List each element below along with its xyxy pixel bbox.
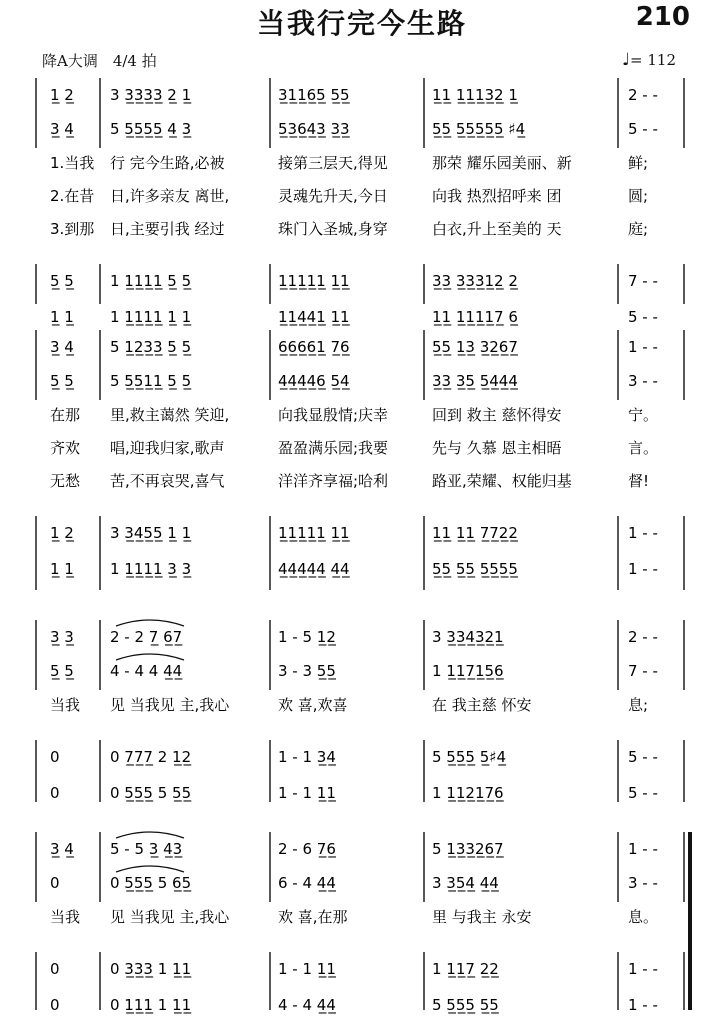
note-group: 4 - 4 4̲4̲ <box>278 996 336 1014</box>
note-group: 4 - 4 4 4̲4̲ <box>110 662 183 680</box>
lyric-segment: 里,救主蔼然 笑迎, <box>110 406 230 424</box>
hymn-number: 210 <box>635 2 690 32</box>
note-group: 3̲ 4̲ <box>50 120 74 138</box>
note-group: 0 7̲7̲7̲ 2 1̲2̲ <box>110 748 192 766</box>
note-group: 1 1̲1̲7̲ 2̲2̲ <box>432 960 499 978</box>
note-group: 1 - 1 3̲4̲ <box>278 748 336 766</box>
lyric-segment: 那荣 耀乐园美丽、新 <box>432 154 572 172</box>
note-group: 4̲4̲4̲4̲6̲ 5̲4̲ <box>278 372 350 390</box>
note-group: 0 3̲3̲3̲ 1 1̲1̲ <box>110 960 192 978</box>
note-group: 3̲1̲1̲6̲5̲ 5̲5̲ <box>278 86 350 104</box>
lyric-segment: 2.在昔 <box>50 187 95 205</box>
note-group: 1̲1̲ 1̲1̲1̲3̲2̲ 1̲ <box>432 86 518 104</box>
note-group: 1 1̲1̲1̲1̲ 3̲ 3̲ <box>110 560 192 578</box>
lyric-segment: 欢 喜,在那 <box>278 908 348 926</box>
lyric-segment: 回到 救主 慈怀得安 <box>432 406 562 424</box>
note-group: 1̲1̲ 1̲1̲1̲1̲7̲ 6̲ <box>432 308 518 326</box>
lyric-segment: 唱,迎我归家,歌声 <box>110 439 225 457</box>
lyric-segment: 珠门入圣城,身穿 <box>278 220 388 238</box>
key-time-signature: 降A大调 4/4 拍 <box>42 52 157 70</box>
lyric-segment: 圆; <box>628 187 649 205</box>
lyric-segment: 当我 <box>50 908 81 926</box>
note-group: 5̲3̲6̲4̲3̲ 3̲3̲ <box>278 120 350 138</box>
note-group: 1 - 5 1̲2̲ <box>278 628 336 646</box>
lyric-segment: 见 当我见 主,我心 <box>110 696 230 714</box>
note-group: 1 - - <box>628 560 658 578</box>
note-group: 6 - 4 4̲4̲ <box>278 874 336 892</box>
note-group: 3̲ 4̲ <box>50 338 74 356</box>
lyric-segment: 洋洋齐享福;哈利 <box>278 472 389 490</box>
lyric-segment: 先与 久慕 恩主相晤 <box>432 439 562 457</box>
tie-arc <box>116 832 184 838</box>
note-group: 5 5̲5̲5̲ 5̲♯4̲ <box>432 748 507 766</box>
note-group: 5 5̲5̲5̲5̲ 4̲ 3̲ <box>110 120 192 138</box>
note-group: 1̲1̲1̲1̲1̲ 1̲1̲ <box>278 524 350 542</box>
note-group: 5 5̲5̲1̲1̲ 5̲ 5̲ <box>110 372 192 390</box>
note-group: 5 5̲5̲5̲ 5̲5̲ <box>432 996 499 1014</box>
note-group: 3̲3̲ 3̲3̲3̲1̲2̲ 2̲ <box>432 272 518 290</box>
note-group: 1̲1̲ 1̲1̲ 7̲7̲2̲2̲ <box>432 524 518 542</box>
note-group: 5 - 5 3̲ 4̲3̲ <box>110 840 183 858</box>
lyric-segment: 向我显殷情;庆幸 <box>278 406 389 424</box>
note-group: 1̲ 1̲ <box>50 560 74 578</box>
lyric-segment: 庭; <box>628 220 649 238</box>
tempo-value: = 112 <box>630 51 676 69</box>
note-group: 1̲ 2̲ <box>50 86 74 104</box>
note-group: 2 - 6 7̲6̲ <box>278 840 336 858</box>
lyric-segment: 里 与我主 永安 <box>432 908 532 926</box>
note-group: 1̲ 2̲ <box>50 524 74 542</box>
lyric-segment: 息。 <box>628 908 659 926</box>
lyric-segment: 日,主要引我 经过 <box>110 220 225 238</box>
note-group: 0 <box>50 996 60 1014</box>
note-group: 1 - - <box>628 996 658 1014</box>
note-group: 6̲6̲6̲6̲1̲ 7̲6̲ <box>278 338 350 356</box>
tie-arc <box>116 654 184 660</box>
note-group: 3̲ 4̲ <box>50 840 74 858</box>
lyric-segment: 路亚,荣耀、权能归基 <box>432 472 572 490</box>
note-group: 5̲5̲ 1̲3̲ 3̲2̲6̲7̲ <box>432 338 518 356</box>
note-group: 7 - - <box>628 662 658 680</box>
note-group: 0 5̲5̲5̲ 5 5̲5̲ <box>110 784 192 802</box>
note-group: 5 - - <box>628 748 658 766</box>
lyric-segment: 苦,不再哀哭,喜气 <box>110 472 225 490</box>
lyric-segment: 白衣,升上至美的 天 <box>432 220 562 238</box>
note-group: 5 1̲3̲3̲2̲6̲7̲ <box>432 840 504 858</box>
note-group: 2 - - <box>628 628 658 646</box>
note-group: 2 - - <box>628 86 658 104</box>
note-group: 1 - - <box>628 960 658 978</box>
lyric-segment: 灵魂先升天,今日 <box>278 187 388 205</box>
note-group: 7 - - <box>628 272 658 290</box>
lyric-segment: 行 完今生路,必被 <box>110 154 225 172</box>
note-group: 0 <box>50 960 60 978</box>
note-group: 3 - - <box>628 372 658 390</box>
note-group: 3 3̲3̲3̲3̲ 2̲ 1̲ <box>110 86 192 104</box>
note-group: 1̲1̲4̲4̲1̲ 1̲1̲ <box>278 308 350 326</box>
note-group: 1 - - <box>628 338 658 356</box>
lyric-segment: 息; <box>628 696 649 714</box>
note-group: 1̲1̲1̲1̲1̲ 1̲1̲ <box>278 272 350 290</box>
lyric-segment: 1.当我 <box>50 154 95 172</box>
note-group: 5̲5̲ 5̲5̲ 5̲5̲5̲5̲ <box>432 560 518 578</box>
lyric-segment: 无愁 <box>50 472 81 490</box>
lyric-segment: 鲜; <box>628 154 649 172</box>
note-group: 1 1̲1̲7̲1̲5̲6̲ <box>432 662 504 680</box>
note-group: 3 3̲4̲5̲5̲ 1̲ 1̲ <box>110 524 192 542</box>
note-group: 2 - 2 7̲ 6̲7̲ <box>110 628 183 646</box>
lyric-segment: 盈盈满乐园;我要 <box>278 439 389 457</box>
note-group: 5 - - <box>628 308 658 326</box>
note-group: 0 <box>50 748 60 766</box>
note-group: 1 - 1 1̲1̲ <box>278 784 336 802</box>
note-group: 5 1̲2̲3̲3̲ 5̲ 5̲ <box>110 338 192 356</box>
note-group: 0 <box>50 874 60 892</box>
note-group: 5̲ 5̲ <box>50 272 74 290</box>
lyric-segment: 宁。 <box>628 406 659 424</box>
tie-arc <box>116 620 184 626</box>
note-group: 1 - 1 1̲1̲ <box>278 960 336 978</box>
lyric-segment: 欢 喜,欢喜 <box>278 696 348 714</box>
note-group: 1 1̲1̲1̲1̲ 5̲ 5̲ <box>110 272 192 290</box>
note-group: 3 3̲3̲4̲3̲2̲1̲ <box>432 628 504 646</box>
note-group: 1 1̲1̲2̲1̲7̲6̲ <box>432 784 504 802</box>
note-group: 1 - - <box>628 840 658 858</box>
quarter-note-icon: ♩ <box>622 50 631 70</box>
lyric-segment: 3.到那 <box>50 220 95 238</box>
lyric-segment: 向我 热烈招呼来 团 <box>432 187 562 205</box>
note-group: 1 - - <box>628 524 658 542</box>
lyric-segment: 齐欢 <box>50 439 81 457</box>
note-group: 0 1̲1̲1̲ 1 1̲1̲ <box>110 996 192 1014</box>
note-group: 5 - - <box>628 784 658 802</box>
lyric-segment: 日,许多亲友 离世, <box>110 187 230 205</box>
note-group: 5̲ 5̲ <box>50 662 74 680</box>
lyric-segment: 在那 <box>50 406 81 424</box>
lyric-segment: 当我 <box>50 696 81 714</box>
lyric-segment: 见 当我见 主,我心 <box>110 908 230 926</box>
note-group: 5 - - <box>628 120 658 138</box>
lyric-segment: 督! <box>628 472 650 490</box>
note-group: 3̲ 3̲ <box>50 628 74 646</box>
lyric-segment: 接第三层天,得见 <box>278 154 388 172</box>
hymn-title: 当我行完今生路 <box>256 7 467 40</box>
note-group: 0 5̲5̲5̲ 5 6̲5̲ <box>110 874 192 892</box>
note-group: 1̲ 1̲ <box>50 308 74 326</box>
lyric-segment: 在 我主慈 怀安 <box>432 696 532 714</box>
note-group: 3 3̲5̲4̲ 4̲4̲ <box>432 874 499 892</box>
note-group: 3 - 3 5̲5̲ <box>278 662 336 680</box>
note-group: 0 <box>50 784 60 802</box>
note-group: 5̲ 5̲ <box>50 372 74 390</box>
note-group: 4̲4̲4̲4̲4̲ 4̲4̲ <box>278 560 350 578</box>
lyric-segment: 言。 <box>628 439 659 457</box>
note-group: 5̲5̲ 5̲5̲5̲5̲5̲ ♯4̲ <box>432 120 526 138</box>
note-group: 3̲3̲ 3̲5̲ 5̲4̲4̲4̲ <box>432 372 518 390</box>
note-group: 3 - - <box>628 874 658 892</box>
note-group: 1 1̲1̲1̲1̲ 1̲ 1̲ <box>110 308 192 326</box>
tie-arc <box>116 866 184 872</box>
